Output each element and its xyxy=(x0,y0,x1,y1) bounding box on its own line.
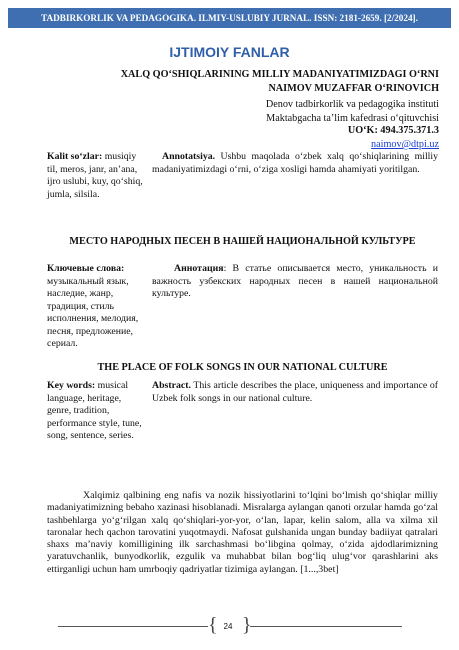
en-abstract xyxy=(152,380,438,405)
uz-abstract-text: Ushbu maqolada o‘zbek xalq qo‘shiqlarining milliy madaniyatimizdagi o‘rni, o‘ziga xosligi hamda ahamiyati yoritilgan. xyxy=(152,151,439,175)
article-title: XALQ QO‘SHIQLARINING MILLIY MADANIYATIMIZDAGI O‘RNI xyxy=(120,69,439,80)
en-title: THE PLACE OF FOLK SONGS IN OUR NATIONAL CULTURE xyxy=(97,362,388,373)
ru-abstract xyxy=(152,263,438,301)
ru-abstract-text: : В статье описывается место, уникальность и важность узбекских народных песен в нашей национальной культуре. xyxy=(152,263,438,299)
affiliation-block xyxy=(266,98,439,126)
affiliation-institute: Denov tadbirkorlik va pedagogika instituti xyxy=(265,99,439,110)
footer-rule-left xyxy=(58,626,208,627)
ru-keywords-text: музыкальный язык, наследие, жанр, традиция, стиль исполнения, мелодия, песня, предложение, сериал. xyxy=(47,275,139,349)
uz-keywords-text: musiqiy til, meros, janr, an’ana, ijro uslubi, kuy, qo‘shiq, jumla, silsila. xyxy=(47,151,143,200)
udk-code: UO‘K: 494.375.371.3 xyxy=(347,125,439,136)
en-abstract-text: This article describes the place, uniqueness and importance of Uzbek folk songs in our national culture. xyxy=(152,380,438,404)
body-paragraph: Xalqimiz qalbining eng nafis va nozik hissiyotlarini to‘lqini bo‘lmish qo‘shiqlar milliy madaniyatimizning bebaho xazinasi hisoblanadi. Misralarga aylangan qanoti orzular hamda go‘zal tashbehlarga yo‘g‘rilgan xalq qo‘shiqlari-yor-yor, o‘lan, lapar, kelin salom, alla va xilma xil taronalar hech qachon tarovatini yuqotmaydi. Nafosat gulshanida ungan bunday badiiyat qatralari shaxs ma’naviy komilligining ilk sarchashmasi bo‘libgina qolmay, o‘zida ajdodlarimizning yaratuvchanlik, bunyodkorlik, ezgulik va muhabbat bilan bog‘liq ulug‘vor qarashlarini aks ettirganligi uchun ham umrboqiy qadriyatlar tizimiga aylangan. [1...,3bet] xyxy=(47,490,438,575)
en-keywords-label: Key words: xyxy=(47,380,96,391)
ru-keywords-label: Ключевые слова: xyxy=(47,263,125,274)
page-number: 24 xyxy=(223,622,233,631)
uz-abstract xyxy=(152,151,438,176)
affiliation-department: Maktabgacha ta’lim kafedrasi o‘qituvchisi xyxy=(266,113,439,124)
author-email-link[interactable]: naimov@dtpi.uz xyxy=(371,139,439,150)
article-title-block xyxy=(121,68,439,96)
en-abstract-label: Abstract. xyxy=(152,380,191,391)
en-keywords xyxy=(47,380,147,443)
uz-keywords-label: Kalit so‘zlar: xyxy=(47,151,103,162)
uz-keywords xyxy=(47,151,147,201)
en-keywords-text: musical language, heritage, genre, tradition, performance style, tune, song, sentence, series. xyxy=(47,380,142,441)
ru-abstract-label: Аннотация xyxy=(174,263,224,274)
footer-rule-right xyxy=(250,626,402,627)
section-title: IJTIMOIY FANLAR xyxy=(169,44,290,60)
journal-header-text: TADBIRKORLIK VA PEDAGOGIKA. ILMIY-USLUBIY JURNAL. ISSN: 2181-2659. [2/2024]. xyxy=(41,13,418,23)
ru-title: МЕСТО НАРОДНЫХ ПЕСЕН В НАШЕЙ НАЦИОНАЛЬНОЙ КУЛЬТУРЕ xyxy=(69,236,416,247)
footer-brace-left: { xyxy=(208,614,218,636)
uz-abstract-label: Annotatsiya. xyxy=(162,151,216,162)
footer-brace-right: } xyxy=(242,614,252,636)
author-name: NAIMOV MUZAFFAR O‘RINOVICH xyxy=(268,83,439,94)
ru-keywords xyxy=(47,263,147,351)
journal-header-bar xyxy=(8,8,451,28)
